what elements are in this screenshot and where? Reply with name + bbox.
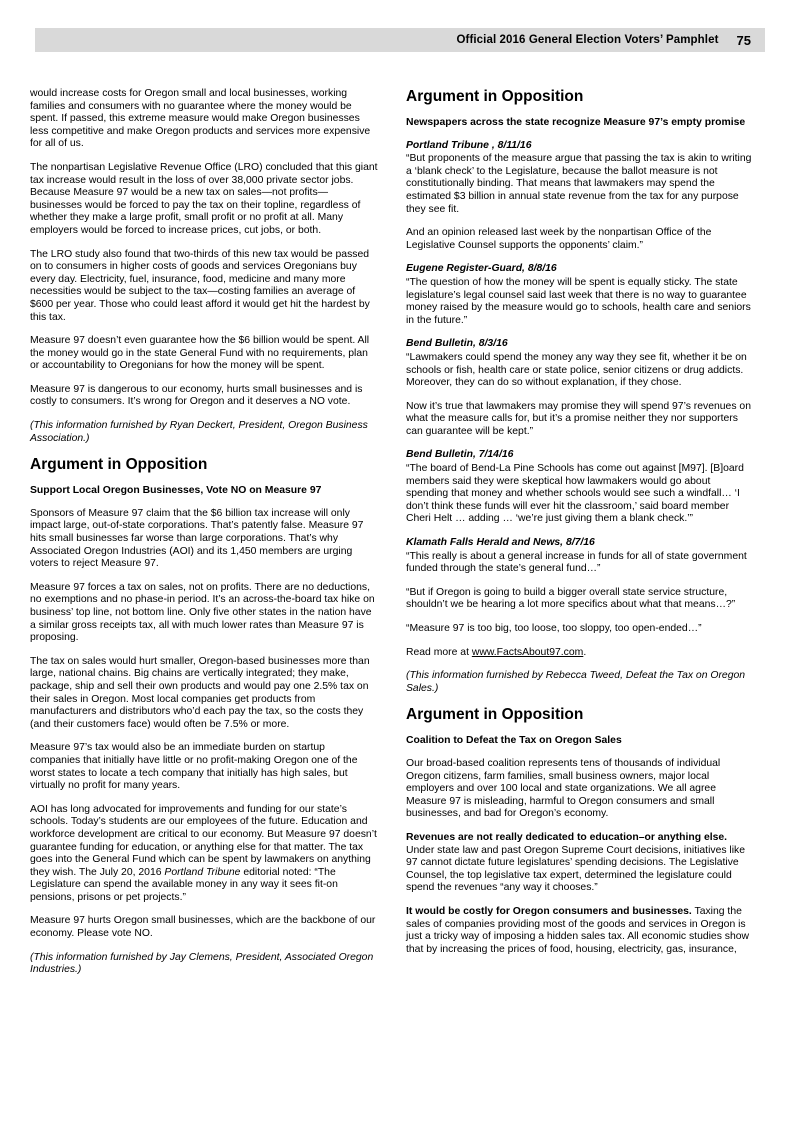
argument-heading: Argument in Opposition [406, 88, 584, 105]
paragraph: Measure 97 hurts Oregon small businesses, which are the backbone of our economy. Please vote NO. [30, 915, 376, 940]
citation-quote: “This really is about a general increase in funds for all of state government funded through the state’s general fund…” [406, 550, 747, 575]
paragraph: Measure 97 doesn’t even guarantee how the $6 billion would be spent. All the money would go in the state General Fund with no requirements, plan or accountability to Oregonians for how the money will be spent. [30, 335, 370, 372]
furnished-by-note: (This information furnished by Rebecca Tweed, Defeat the Tax on Oregon Sales.) [406, 670, 746, 694]
paragraph: Our broad-based coalition represents tens of thousands of individual Oregon citizens, farm families, small business owners, major local employers and over 100 local and state organizations. We all agree Measure 97 is misleading, harmful to Oregon consumers and small businesses, and bad for Oregon’s economy. [406, 757, 721, 820]
page-number: 75 [736, 32, 751, 48]
paragraph: Measure 97 forces a tax on sales, not on profits. There are no deductions, no exemptions and no phase-in period. It’s an across-the-board tax hike on business’ top line, not bottom line. Only five other states in the nation have a similar gross receipts tax, all with much lower rates than Measure 97 is proposing. [30, 581, 375, 644]
bold-lead-in: Revenues are not really dedicated to education–or anything else. [406, 831, 728, 843]
paragraph: Measure 97’s tax would also be an immediate burden on startup companies that initially have little or no profit-making Oregon one of the worst states to locate a tech company that initially has high sales, but virtually no profit for many years. [30, 742, 358, 792]
argument-heading: Argument in Opposition [406, 706, 584, 724]
publication-name: Portland Tribune [164, 866, 241, 878]
paragraph: The LRO study also found that two-thirds of this new tax would be passed on to consumers in higher costs of goods and services Oregonians buy every day. Electricity, fuel, insurance, food, medicine and many more necessities would be subject to the tax—costing families an average of $600 per year. Those who could least afford it would get hit the hardest by this tax. [30, 248, 370, 323]
read-more-suffix: . [583, 646, 587, 658]
paragraph-part: Under state law and past Oregon Supreme Court decisions, initiatives like 97 cannot dictate future legislatures’ spending decisions. The Legislative Counsel, the top legislative tax expert, determined the legislature could spend the revenues “any way it chooses.” [406, 844, 746, 894]
argument-subheading: Newspapers across the state recognize Measure 97’s empty promise [406, 117, 746, 128]
paragraph: Measure 97 is dangerous to our economy, hurts small businesses and is costly to consumers. It’s wrong for Oregon and it deserves a NO vote. [30, 383, 363, 408]
citation-quote-continued: Now it’s true that lawmakers may promise they will spend 97’s revenues on what the measure calls for, but it’s a promise neither they nor supporters can guarantee will be kept.” [406, 400, 751, 437]
paragraph: would increase costs for Oregon small and local businesses, working families and consumers with no guarantee where the money would be spent. If passed, this extreme measure would make Oregon businesses less competitive and make Oregon products and services more expensive for all of us. [30, 88, 371, 150]
argument-heading: Argument in Opposition [30, 456, 208, 474]
furnished-by-note: (This information furnished by Jay Clemens, President, Associated Oregon Industries.) [30, 951, 374, 976]
two-column-body [30, 88, 770, 988]
citation-source: Bend Bulletin, 7/14/16 [406, 449, 514, 461]
argument-subheading: Support Local Oregon Businesses, Vote NO on Measure 97 [30, 485, 322, 497]
citation-quote: “Measure 97 is too big, too loose, too sloppy, too open-ended…” [406, 623, 702, 634]
read-more-line [406, 647, 754, 660]
citation-source: Bend Bulletin, 8/3/16 [406, 338, 508, 350]
paragraph-part: Taxing the sales of companies providing most of the goods and services in Oregon is just a tricky way of imposing a hidden sales tax. All economic studies show that by increasing the prices of food, housing, electricity, gas, insurance, [406, 905, 750, 955]
argument-subheading: Coalition to Defeat the Tax on Oregon Sales [406, 735, 622, 747]
page-header-bar [35, 28, 765, 52]
citation-source: Eugene Register-Guard, 8/8/16 [406, 263, 557, 275]
paragraph-with-bold-lead [406, 832, 754, 895]
citation-quote-continued: And an opinion released last week by the nonpartisan Office of the Legislative Counsel supports the opponents’ claim.” [406, 227, 712, 251]
citation-source: Portland Tribune , 8/11/16 [406, 139, 532, 151]
furnished-by-note: (This information furnished by Ryan Deckert, President, Oregon Business Association.) [30, 420, 368, 444]
citation-quote: “Lawmakers could spend the money any way they see fit, whether it be on schools or fish, health care or state police, senior citizens or drug addicts. Moreover, they can do so without explanation, if they chose. [406, 351, 747, 389]
citation-source: Klamath Falls Herald and News, 8/7/16 [406, 537, 595, 549]
right-column [406, 88, 754, 988]
page-title: Official 2016 General Election Voters’ Pamphlet [456, 34, 719, 46]
citation-quote: “The board of Bend-La Pine Schools has come out against [M97]. [B]oard members said they were skeptical how lawmakers would go about spending that money and whether schools would see such a windfall… ‘I don’t think these funds will ever hit the classroom,’ said board member Cheri Helt … adding … ‘we’re just giving them a blank check.’” [406, 463, 744, 525]
citation-quote: “The question of how the money will be spent is equally sticky. The state legislature’s legal counsel said last week that there is no way to guarantee money raised by the measure would go to schools, health care and seniors in the future.” [406, 276, 751, 326]
read-more-prefix: Read more at [406, 646, 472, 658]
left-column [30, 88, 378, 988]
paragraph: The nonpartisan Legislative Revenue Office (LRO) concluded that this giant tax increase would result in the loss of over 38,000 private sector jobs. Because Measure 97 would be a new tax on sales—not profits—businesses would be forced to pay the tax on their topline, regardless of whether they make a large profit, small profit or no profit at all. Many employers would be forced to increase prices, cut jobs, or both. [30, 161, 378, 236]
citation-quote: “But proponents of the measure argue that passing the tax is akin to writing a ‘blank check’ to the Legislature, because the ballot measure is not constitutionally binding. That means that lawmakers may spend the estimated $3 billion in annual state revenue from the tax for any purpose they see fit. [406, 153, 752, 215]
paragraph-part: editorial noted: “The Legislature can spend the available money in any way it sees fit-on pensions, prisons or pet projects.” [30, 866, 338, 903]
paragraph-with-bold-lead [406, 906, 754, 956]
facts-about-97-link[interactable]: www.FactsAbout97.com [471, 646, 584, 658]
paragraph-with-italic-citation [30, 804, 378, 905]
paragraph-part: AOI has long advocated for improvements and funding for our state’s schools. Today’s students are our employees of the future. Education and workforce development are critical to our economy. But Measure 97 doesn’t guarantee funding for education, or anything else for that matter. The tax goes into the General Fund which can be spent by lawmakers on anything they wish. The July 20, 2016 [30, 803, 377, 878]
paragraph: The tax on sales would hurt smaller, Oregon-based businesses more than large, national chains. Big chains are vertically integrated; they make, package, ship and sell their own products and would pay one 2.5% tax on their sales in Oregon. Most local companies get products from manufacturers and distributors who’d each pay the tax, so the costs they (and their customers face) would often be 7.5% or more. [30, 655, 370, 730]
paragraph: Sponsors of Measure 97 claim that the $6 billion tax increase will only impact large, out-of-state corporations. That’s patently false. Measure 97 hits small businesses far worse than large corporations. That’s why Associated Oregon Industries (AOI) and its 1,450 members are urging voters to reject Measure 97. [30, 507, 364, 570]
citation-quote: “But if Oregon is going to build a bigger overall state service structure, shouldn’t we be hearing a lot more specifics about what that means…?” [406, 586, 736, 611]
bold-lead-in: It would be costly for Oregon consumers and businesses. [406, 905, 692, 917]
